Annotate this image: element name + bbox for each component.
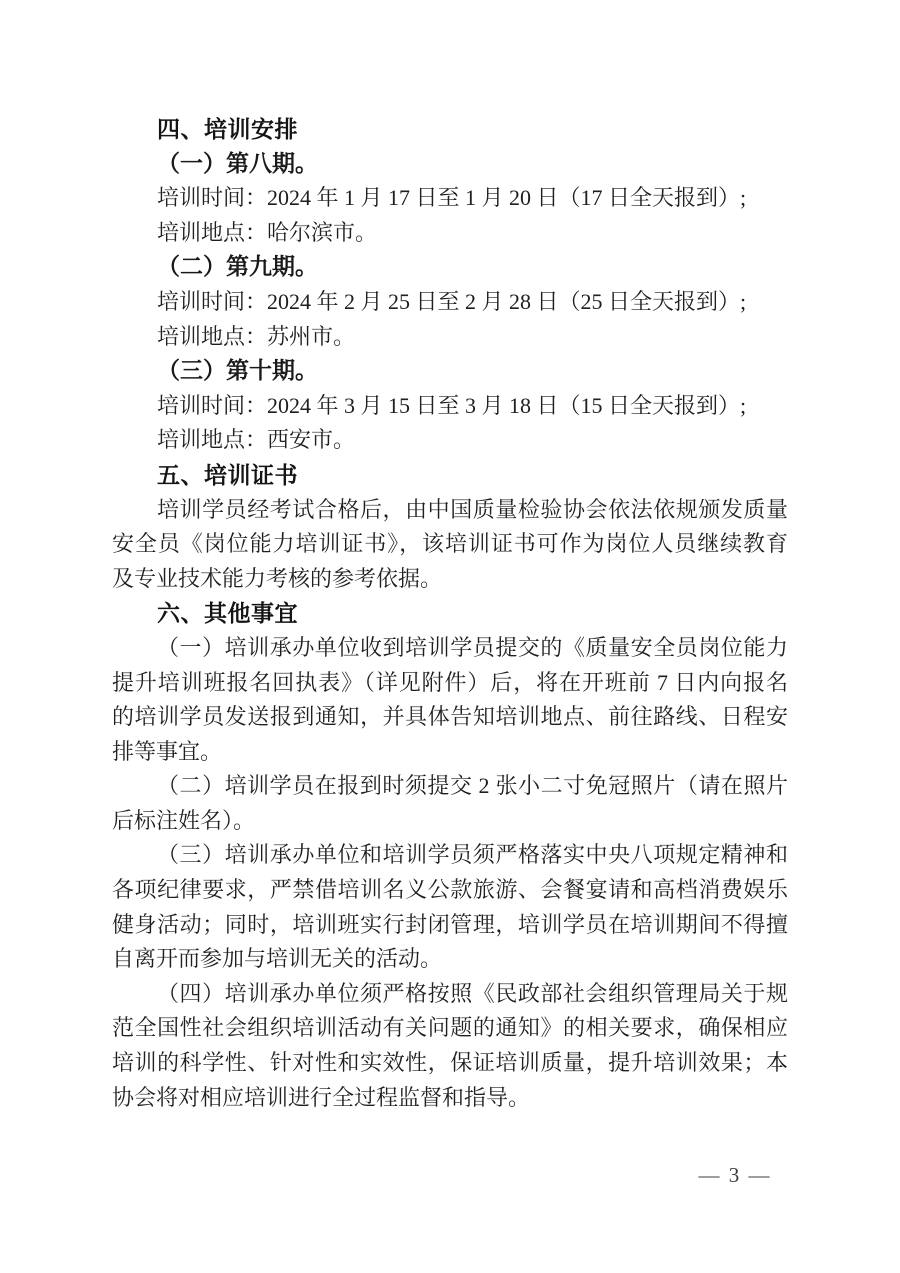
body-text-line: 培训时间：2024 年 3 月 15 日至 3 月 18 日（15 日全天报到）; [157, 392, 747, 418]
body-text-line: 协会将对相应培训进行全过程监督和指导。 [112, 1084, 531, 1110]
section-heading: 六、其他事宜 [157, 600, 298, 627]
body-text-line: 的培训学员发送报到通知，并具体告知培训地点、前往路线、日程安 [112, 704, 788, 730]
body-text-line: 培训时间：2024 年 2 月 25 日至 2 月 28 日（25 日全天报到）; [157, 288, 747, 314]
body-text-line: （一）培训承办单位收到培训学员提交的《质量安全员岗位能力 [157, 634, 788, 660]
session-heading: （三）第十期。 [157, 358, 318, 384]
body-text-line: （三）培训承办单位和培训学员须严格落实中央八项规定精神和 [157, 842, 788, 868]
section-heading: 五、培训证书 [157, 461, 298, 488]
session-heading: （一）第八期。 [157, 150, 318, 176]
page-number: — 3 — [698, 1163, 772, 1187]
body-text-line: 培训的科学性、针对性和实效性，保证培训质量，提升培训效果；本 [112, 1050, 788, 1076]
body-text-line: 自离开而参加与培训无关的活动。 [112, 946, 443, 972]
body-text-line: 培训时间：2024 年 1 月 17 日至 1 月 20 日（17 日全天报到）; [157, 185, 747, 211]
body-text-line: 及专业技术能力考核的参考依据。 [112, 565, 443, 591]
body-text-line: 提升培训班报名回执表》（详见附件）后，将在开班前 7 日内向报名 [112, 669, 788, 695]
section-heading: 四、培训安排 [157, 116, 298, 142]
body-text-line: 排等事宜。 [112, 738, 223, 764]
body-text-line: （二）培训学员在报到时须提交 2 张小二寸免冠照片（请在照片 [157, 773, 788, 799]
body-text-line: 安全员《岗位能力培训证书》，该培训证书可作为岗位人员继续教育 [112, 531, 788, 557]
body-text-line: 培训地点：苏州市。 [157, 323, 356, 349]
document-body [112, 112, 788, 1115]
body-text-line: （四）培训承办单位须严格按照《民政部社会组织管理局关于规 [157, 980, 788, 1006]
body-text-line: 范全国性社会组织培训活动有关问题的通知》的相关要求，确保相应 [112, 1015, 788, 1041]
body-text-line: 各项纪律要求，严禁借培训名义公款旅游、会餐宴请和高档消费娱乐 [112, 877, 788, 903]
body-text-line: 后标注姓名）。 [112, 807, 256, 833]
body-text-line: 健身活动；同时，培训班实行封闭管理，培训学员在培训期间不得擅 [112, 911, 788, 937]
body-text-line: 培训学员经考试合格后，由中国质量检验协会依法依规颁发质量 [157, 496, 788, 522]
session-heading: （二）第九期。 [157, 254, 318, 280]
body-text-line: 培训地点：西安市。 [157, 427, 356, 453]
body-text-line: 培训地点：哈尔滨市。 [157, 219, 378, 245]
